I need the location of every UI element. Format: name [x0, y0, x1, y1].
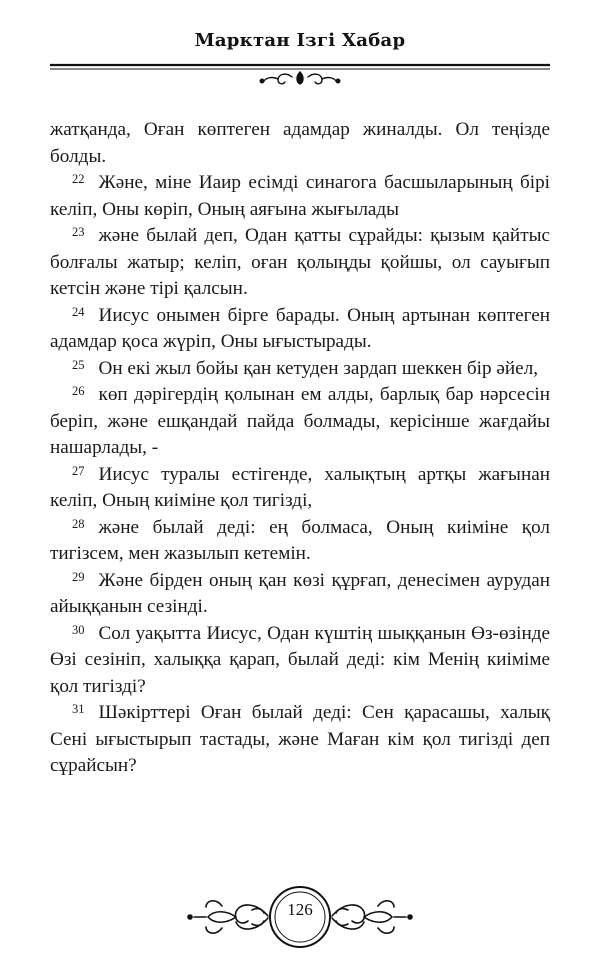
verse-22: [50, 170, 550, 223]
verse-24: [50, 303, 550, 356]
verse-number: 31: [72, 702, 85, 716]
verse-text: және былай деді: ең болмаса, Оның киіміне қол тигізсем, мен жазылып кетемін.: [50, 516, 550, 564]
verse-31: [50, 700, 550, 780]
verse-text: Он екі жыл бойы қан кетуден зардап шеккен бір әйел,: [98, 357, 539, 379]
verse-text: және былай деп, Одан қатты сұрайды: қызым қайтыс болғалы жатыр; келіп, оған қолыңды қойшы, ол сауығып кетсін және тірі қалсын.: [50, 225, 550, 299]
verse-29: [50, 568, 550, 621]
verse-text: Және бірден оның қан көзі құрғап, денесімен аурудан айыққанын сезінді.: [50, 569, 550, 617]
verse-text: Иисус онымен бірге барады. Оның артынан көптеген адамдар қоса жүріп, Оны ығыстырады.: [50, 304, 550, 352]
verse-text: көп дәрігердің қолынан ем алды, барлық бар нәрсесін беріп, және ешқандай пайда болмады, керісінше жағдайы нашарлады, -: [50, 384, 550, 458]
verse-text: Және, міне Иаир есімді синагога басшыларының бірі келіп, Оны көріп, Оның аяғына жығылады: [50, 172, 550, 220]
scripture-text: [50, 117, 550, 780]
verse-text: Иисус туралы естігенде, халықтың артқы жағынан келіп, Оның киіміне қол тигізді,: [50, 463, 550, 511]
header-ornament-rule: [0, 62, 600, 92]
verse-text: Шәкірттері Оған былай деді: Сен қарасашы, халық Сені ығыстырып тастады, және Маған кім қол тигізді деп сұрайсын?: [50, 702, 550, 776]
verse-25: [50, 356, 550, 383]
verse-number: 25: [72, 357, 85, 372]
verse-28: [50, 515, 550, 568]
verse-number: 23: [72, 225, 85, 239]
verse-23: [50, 223, 550, 303]
verse-30: [50, 621, 550, 701]
verse-number: 28: [72, 516, 85, 531]
verse-number: 22: [72, 172, 85, 186]
page-number: 126: [287, 900, 313, 919]
verse-number: 30: [72, 622, 85, 637]
continuation-paragraph: жатқанда, Оған көптеген адамдар жиналды. Ол теңізде болды.: [50, 119, 550, 167]
verse-27: [50, 462, 550, 515]
verse-number: 26: [72, 384, 85, 398]
verse-number: 29: [72, 569, 85, 584]
verse-26: [50, 382, 550, 462]
verse-text: Сол уақытта Иисус, Одан күштің шыққанын Өз-өзінде Өзі сезініп, халыққа қарап, былай деді: кім Менің киіміме қол тигізді?: [50, 622, 550, 697]
verse-number: 27: [72, 463, 85, 478]
running-title: Марктан Ізгі Хабар: [194, 30, 406, 51]
verse-number: 24: [72, 304, 85, 319]
